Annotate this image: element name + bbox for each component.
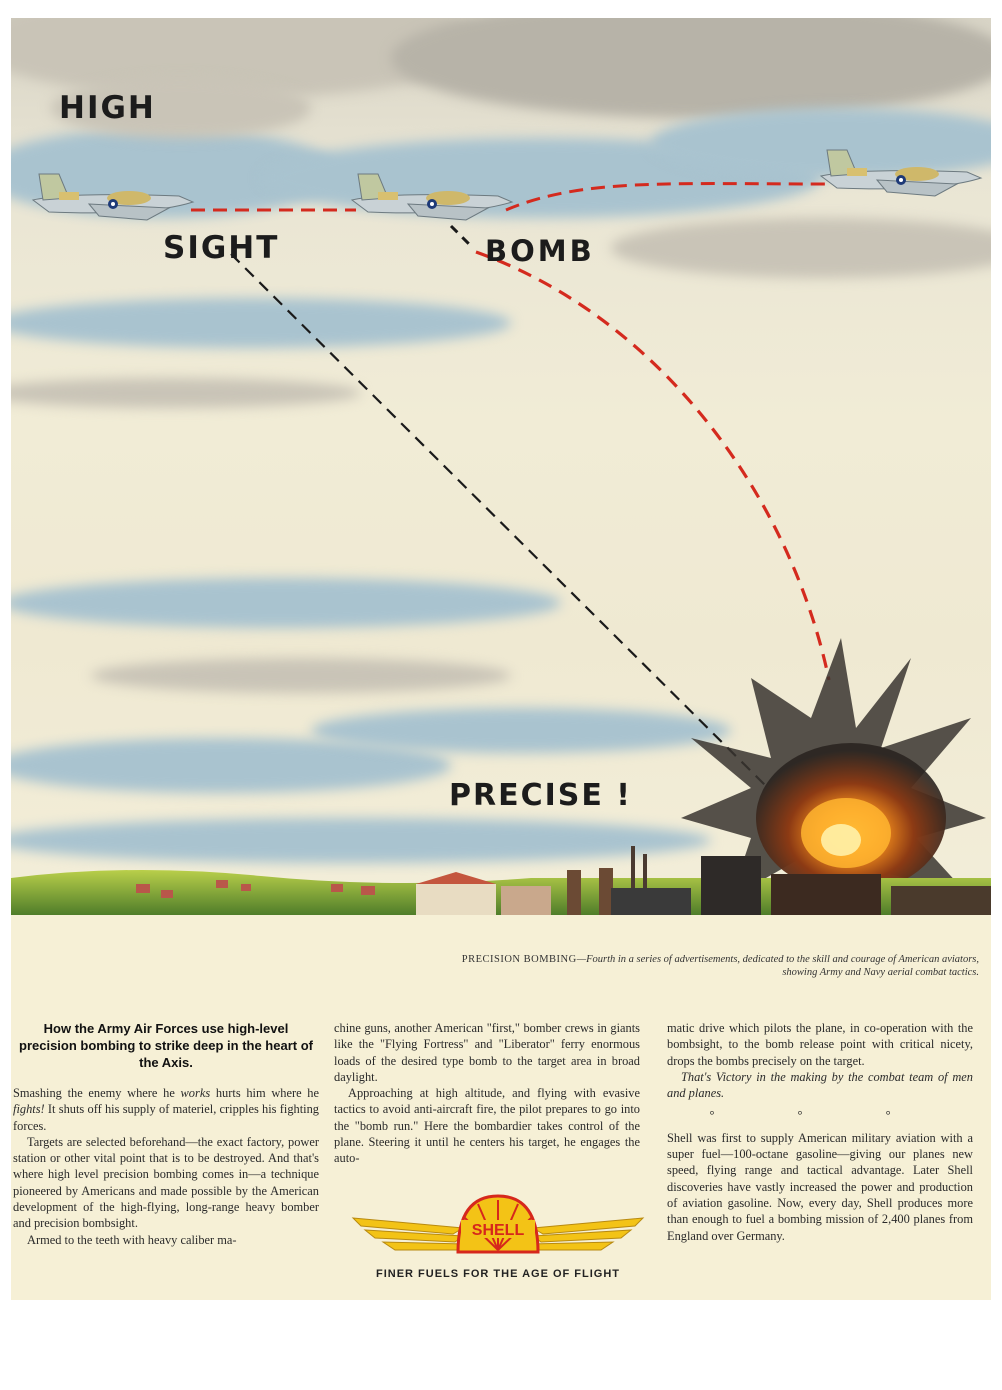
illustration-caption: [451, 953, 979, 979]
flight-path-red: [506, 184, 826, 210]
sky-illustration: [11, 18, 991, 915]
text-run: It shuts off his supply of materiel, cripples his fighting forces.: [13, 1102, 319, 1133]
text-run: works: [180, 1086, 211, 1100]
paragraph: Armed to the teeth with heavy caliber ma-: [27, 1232, 237, 1247]
text-column-2: [334, 1020, 640, 1167]
label-bomb: BOMB: [485, 234, 595, 268]
bomb-drop-mark: [451, 226, 473, 248]
caption-lead: PRECISION BOMBING: [461, 954, 577, 965]
paragraph: Targets are selected beforehand—the exact factory, power station or other vital point that is to be destroyed. And that's where high level precision bombing comes in—a technique pioneered by Americans and made possible by the American development of the high-flying, long-range heavy bomber and precision bombsight.: [13, 1134, 319, 1231]
text-run: hurts him where he: [210, 1086, 319, 1100]
paragraph: Approaching at high altitude, and flying with evasive tactics to avoid anti-aircraft fire, the pilot prepares to go into the "bomb run." Here the bombardier takes control of the plane. Steering it until he centers his target, he engages the auto-: [334, 1086, 640, 1166]
paragraph: That's Victory in the making by the combat team of men and planes.: [667, 1069, 973, 1101]
sight-line: [231, 254, 766, 786]
text-run: fights!: [13, 1102, 45, 1117]
text-run: Smashing the enemy where he: [13, 1086, 181, 1100]
shell-tagline: FINER FUELS FOR THE AGE OF FLIGHT: [375, 1268, 621, 1280]
text-column-1: [13, 1020, 319, 1248]
label-precise: PRECISE !: [449, 778, 632, 813]
article-headline: How the Army Air Forces use high-level precision bombing to strike deep in the heart of the Axis.: [19, 1021, 313, 1070]
paragraph: Shell was first to supply American military aviation with a super fuel—100-octane gasoline—giving our planes new speed, flying range and tactical advantage. Later Shell discoveries have vastly increased the power and production of aviation gasoline. Now, every day, Shell produces more than enough to fuel a bombing mission of 2,400 planes from England over Germany.: [667, 1130, 973, 1243]
bomber-plane-icon: [352, 174, 512, 220]
shell-logo: [343, 1190, 653, 1300]
separator-dots: ° ° °: [709, 1108, 931, 1123]
paragraph: matic drive which pilots the plane, in co-operation with the bombsight, to the bomb release point with critical nicety, drops the bombs precisely on the target.: [667, 1021, 973, 1068]
bomb-trajectory: [476, 252, 829, 680]
paragraph: [13, 1085, 319, 1134]
advertisement-page: [11, 18, 991, 1300]
text-column-3: [667, 1020, 973, 1244]
bomber-plane-icon: [33, 174, 193, 220]
label-high: HIGH: [59, 90, 156, 126]
shell-wings-icon: [343, 1190, 653, 1266]
shell-brand-text: SHELL: [471, 1222, 525, 1239]
label-sight: SIGHT: [163, 230, 280, 266]
caption-text: —Fourth in a series of advertisements, dedicated to the skill and courage of American aviators, showing Army and Navy aerial combat tactics.: [576, 954, 979, 978]
bomber-plane-icon: [821, 150, 981, 196]
paragraph: chine guns, another American "first," bomber crews in giants like the "Flying Fortress" and "Liberator" ferry enormous loads of the desired type bomb to the target area in broad daylight.: [334, 1021, 640, 1084]
